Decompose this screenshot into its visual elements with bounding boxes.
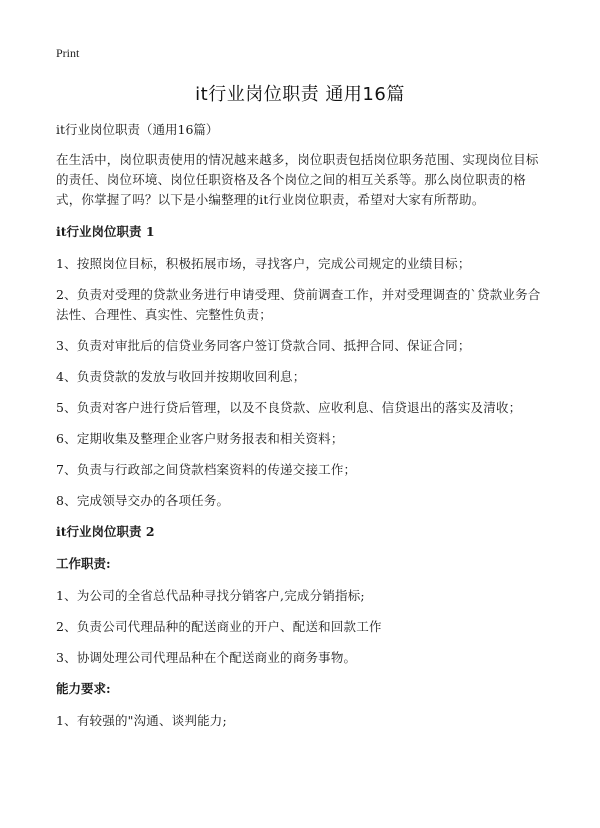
list-item: 1、为公司的全省总代品种寻找分销客户,完成分销指标; bbox=[56, 588, 365, 603]
duties-heading: 工作职责: bbox=[56, 556, 111, 571]
document-subtitle: it行业岗位职责（通用16篇） bbox=[56, 122, 219, 137]
list-item: 1、有较强的"沟通、谈判能力; bbox=[56, 713, 227, 728]
print-label[interactable]: Print bbox=[56, 46, 80, 60]
ability-heading: 能力要求: bbox=[56, 681, 111, 696]
section-1-heading: it行业岗位职责 1 bbox=[56, 224, 155, 239]
list-item: 3、协调处理公司代理品种在个配送商业的商务事物。 bbox=[56, 650, 357, 665]
intro-paragraph: 在生活中，岗位职责使用的情况越来越多，岗位职责包括岗位职务范围、实现岗位目标的责任、岗位环境、岗位任职资格及各个岗位之间的相互关系等。那么岗位职责的格式，你掌握了吗？以下是小编整理的it行业岗位职责，希望对大家有所帮助。 bbox=[56, 152, 539, 207]
list-item: 1、按照岗位目标，积极拓展市场，寻找客户，完成公司规定的业绩目标； bbox=[56, 256, 471, 271]
list-item: 6、定期收集及整理企业客户财务报表和相关资料； bbox=[56, 431, 344, 446]
list-item: 7、负责与行政部之间贷款档案资料的传递交接工作； bbox=[56, 462, 357, 477]
list-item: 3、负责对审批后的信贷业务同客户签订贷款合同、抵押合同、保证合同； bbox=[56, 338, 471, 353]
list-item: 5、负责对客户进行贷后管理，以及不良贷款、应收利息、信贷退出的落实及清收； bbox=[56, 400, 522, 415]
document-body bbox=[56, 120, 546, 742]
list-item: 8、完成领导交办的各项任务。 bbox=[56, 493, 230, 508]
section-2-heading: it行业岗位职责 2 bbox=[56, 524, 155, 539]
page-title: it行业岗位职责 通用16篇 bbox=[195, 84, 405, 105]
list-item: 2、负责对受理的贷款业务进行申请受理、贷前调查工作，并对受理调查的`贷款业务合法性、合理性、真实性、完整性负责； bbox=[56, 287, 541, 322]
list-item: 2、负责公司代理品种的配送商业的开户、配送和回款工作 bbox=[56, 619, 382, 634]
list-item: 4、负责贷款的发放与收回并按期收回利息； bbox=[56, 369, 306, 384]
